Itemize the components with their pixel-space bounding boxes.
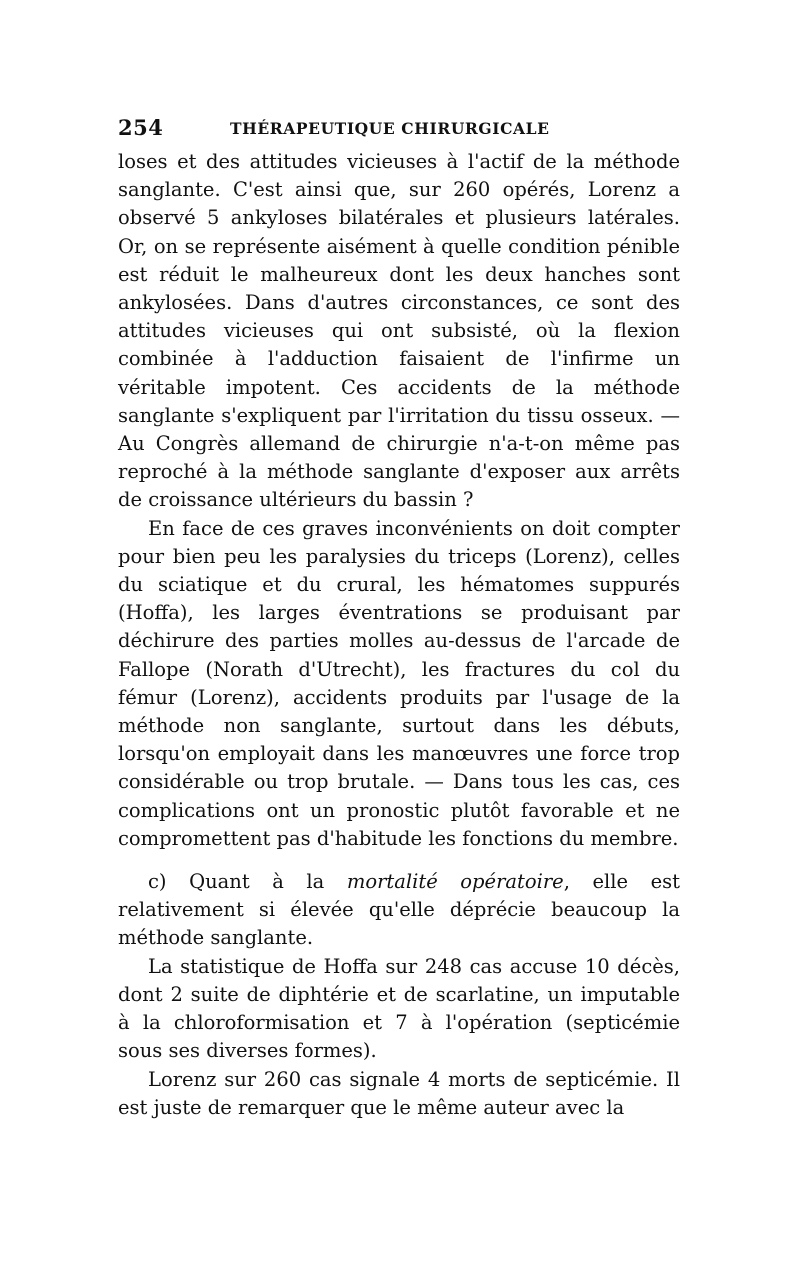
page-number: 254 xyxy=(118,115,164,140)
paragraph-mortalite xyxy=(118,868,680,953)
body-text xyxy=(118,148,680,1122)
paragraph-lorenz-statistics: Lorenz sur 260 cas signale 4 morts de septicémie. Il est juste de remarquer que le même auteur avec la xyxy=(118,1067,680,1119)
running-title: THÉRAPEUTIQUE CHIRURGICALE xyxy=(230,119,550,138)
paragraph-hoffa-statistics: La statistique de Hoffa sur 248 cas accuse 10 décès, dont 2 suite de diphtérie et de scarlatine, un imputable à la chloroformisation et 7 à l'opération (septicémie sous ses diverses formes). xyxy=(118,954,680,1063)
paragraph-complications: En face de ces graves inconvénients on doit compter pour bien peu les paralysies du triceps (Lorenz), celles du sciatique et du crural, les hématomes suppurés (Hoffa), les larges éventrations se produisant par déchirure des parties molles au-dessus de l'arcade de Fallope (Norath d'Utrecht), les fractures du col du fémur (Lorenz), accidents produits par l'usage de la méthode non sanglante, surtout dans les débuts, lorsqu'on employait dans les manœuvres une force trop considérable ou trop brutale. — Dans tous les cas, ces complications ont un pronostic plutôt favorable et ne compromettent pas d'habitude les fonctions du membre. xyxy=(118,516,680,850)
mortalite-prefix: c) Quant à la xyxy=(148,870,347,894)
mortalite-suffix: , elle est relativement si élevée qu'elle déprécie beaucoup la méthode sanglante. xyxy=(118,870,680,950)
paragraph-continued: loses et des attitudes vicieuses à l'actif de la méthode sanglante. C'est ainsi que, sur 260 opérés, Lorenz a observé 5 ankyloses bilatérales et plusieurs latérales. Or, on se représente aisément à quelle condition pénible est réduit le malheureux dont les deux hanches sont ankylosées. Dans d'autres circonstances, ce sont des attitudes vicieuses qui ont subsisté, où la flexion combinée à l'adduction faisaient de l'infirme un véritable impotent. Ces accidents de la méthode sanglante s'expliquent par l'irritation du tissu osseux. — Au Congrès allemand de chirurgie n'a-t-on même pas reproché à la méthode sanglante d'exposer aux arrêts de croissance ultérieurs du bassin ? xyxy=(118,150,680,512)
mortalite-emphasis: mortalité opératoire xyxy=(346,870,564,894)
